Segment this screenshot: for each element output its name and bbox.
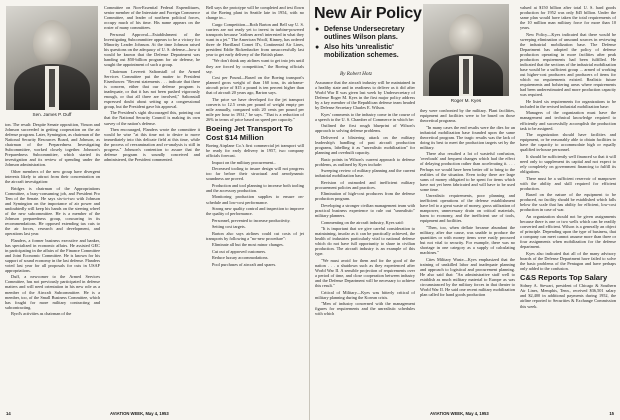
paragraph: "Then, too, when deflate became abundant the military, after due cause, was unable to produce the quantities or with money items were easily procured but not vital to security. For example, there was no shortage in one category as a supply of calculating machines." [420,225,515,256]
paragraph: they were confronted by the military. Plant facilities, equipment and facilities were to be based on those theoretical programs. [420,108,515,124]
footer-publication-right: AVIATION WEEK, May 4, 1953 [430,411,489,416]
photo-caption: Sen. James P. Duff [32,112,72,117]
paragraph: Production and tool planning to increase both tooling and the accessory production. [206,182,304,193]
right-column-3 [520,5,616,410]
paragraph: "We don't think any airlines want to get into jets until they are forced by competition," the Boeing officials say. [206,58,304,74]
left-column-1 [104,5,200,410]
paragraph: Bridges is chairman of the Appropriations Committee, a busy-consuming job, and President Pro Tem of the Senate. He says six-to-two with Johnson and Symington on the importance of air power and undoubtedly will keep his hands on the steering wheel of the new subcommittee. He is a member of the Johnson preparedness group, concurring in its recommendations. He opposed extending tax cuts to the air forces, research and development, and operations last year. [5,185,100,236]
paragraph: Managers of the organization must have the management and technical knowledge required to efficiently and successfully accomplish the production task to be assigned. [520,110,616,131]
paragraph: Revision of outmoded and inefficient military procurement policies and practices. [315,179,415,190]
paragraph: Committee on Non-Essential Federal Expenditures, senior member of the Interstate and Foreign Commerce Committee, and leader of northern political forces, occupy much of his time. His name appears on the roster of many committees. [104,5,200,31]
paragraph: Developing a stronger civilian management team with practical business experience to rule out "unrealistic" military planners. [315,203,415,219]
paragraph: New Policy—Kyes indicated that there would be sweeping elimination of unsound sources in reviewing the industrial mobilization base. The Defense Department has adopted the policy of defense production operating in more facilities after peak production requirements had been fulfilled. He indicated that the sections of the industrial mobilization base would be a sufficient group ... armed of working out higher-cost producers and producers of items for which no requirements existed. Realistic future requirements and bolstering areas where requirements had been underestimated and more production capacity was required. [520,31,616,98]
paragraph: Critical of Military—Kyes was bitterly critical of military planning during the Korean crisis. [315,289,415,300]
paragraph: Boeing Airplane Co.'s first commercial jet transport will be ready for early delivery in 1957, two company officials forecast. [206,143,304,159]
paragraph: Cargo Competition—Both Barton and Bell say U. S. carriers are not ready yet to invest in turbine-powered transports because "airlines aren't interested in what they want in a jet." The American Woolf, Kinney, has ordered three de Havilland Comet II's, Continental Air Lines, president Eddie Rickenbacker from unsuccessfully last year to get early delivery of the British plane. [206,21,304,57]
paragraph: He listed six requirements for organizations to be included in the revised industrial mobilization base: [520,98,616,109]
paragraph: Chairman Leverett Saltonstall of the Armed Services Committee put the matter to President Eisenhower. "Recent statements . . . indicate that there is concern, either that our defense program is inadequate, or that it has not been pushed vigorously enough, or that all three are involved," Saltonstall expressed doubt about setting up a congressional group, but the President gave his approval. [104,68,200,109]
paragraph: Other members of the new group have divergent interests likely to attract from their concentration on the aircraft investigation: [5,168,100,185]
paragraph: The President's sight discouraged this, pointing out that the National Security Council is making its own survey of the nation's defense. [104,110,200,126]
paragraph: valued at $150 billion after total U. S. hard goods production for 1952 was only $45 billion. Under the same plan would have taken the total requirements of the 10 million man military force for more than 10 years. [520,5,616,31]
deck-item [315,44,417,60]
paragraph: Sweeping review of military planning and the current industrial mobilization base. [315,168,415,179]
left-column-2 [5,122,100,410]
paragraph: Monitoring production supplies to ensure on-schedule and low-cost performance. [206,194,304,205]
paragraph: There also resulted a lot of wasteful confusion, 'overloads' and frequent changes which had the effect of delaying production rather than accelerating it. . . . Perhaps we would have been better off to bring to the realities of the situation. Even today there are large sums of money obligated to be spent for items which have not yet been fabricated and will have to be used some time. [420,151,515,192]
paragraph: Eliminate all but the most minor changes. [212,242,284,248]
paragraph: Personal Approval—Establishment of the Investigating Subcommittee appears to be a victory for Minority Leader Johnson. At the time Johnson raised his questions on the adequacy of U. S. defense—how it would be known that the Defense Department was handing out $50-billion program for air defense, he sought the appointment of such a group. [104,31,200,68]
paragraph: Strong new quality control and inspection to improve the quality of performance. [206,206,304,217]
paragraph: Cost per Pound—Based on the Boeing transport's planned gross weight of than 160 tons, its airframe-aircraft price of $15 a pound is ten percent higher than that of aircraft 20 years ago, Barton says. [206,75,304,96]
right-page [310,0,620,420]
paragraph: "We must avoid for them and for the good of the nation . . . a shutdown such as they experienced after World War II. A sensible projection of requirements over a period of time, and close cooperation between industry and the Defense Department will be necessary to achieve this result." [315,258,415,289]
senator-photo [6,6,98,110]
paragraph: Byrd's activities as chairman of the [11,311,72,317]
paragraph: Unrealistic requirements, poor planning and inefficient operations of the defense establishment have led to a great waste of money, gross utilization of manpower, unnecessary drain on critical materials, harm to economy, and the inefficient use of tools, equipment and facilities. [420,193,515,224]
paragraph: Reduce luxury accommodations. [212,255,269,261]
right-column-1 [315,80,415,410]
paragraph: Setting cost targets. [212,224,246,230]
paragraph: ton. The result: Despite Senate opposition, Vinson and Johnson succeeded in getting cooperation on the air defense program. Later, Symington, as chairman of the National Security Resources Board, and Johnson, as chairman of the Preparedness Investigating Subcommittee, worked closely together. Johnson's Preparedness Subcommittee, which started its investigation and its review of spending under the Johnson administration. [5,122,100,168]
paragraph: Impact on the military procurement... [212,159,277,165]
paragraph: Delivered a blistering attack on the military leadership's handling of past aircraft production programs, labelling it as "unrealistic mobilization" for planning and overbuilt capacity. [315,134,415,156]
paragraph: Personnel, prevented to increase productivity. [212,217,291,223]
paragraph: The price we have developed for the jet transport converts to 12.5 cents per pound of weight empty per mile annually, compared with 20 cents per pound per mile per hour in 1931," he says. "That is a reduction of 26% in terms of price based on speed per capacity." [206,96,304,122]
article-decks [315,26,417,62]
paragraph: Flanders, a former business executive and banker, has specialized in economic affairs. He assisted GEC in participating in the affairs of the Finance Committee and Joint Economic Committee. He is known for his support of sound economy in the last defense. Flanders voted last year for all proposals for cuts in USAF appropriations. [5,237,100,273]
boeing-headline: Boeing Jet Transport To Cost $14 Million [206,124,293,142]
paragraph: There must be a sufficient reservoir of manpower with the ability and skill required for efficient production. [520,175,616,191]
deck-text: Defense Undersecretary outlines Wilson plans. [324,26,405,41]
paragraph: Duff, a newcomer to the Armed Services Committee, has not previously participated in defense matters and will need orientation in his new role as a member of the Aircraft Subcommittee. He is a member, too, of the Small Business Committee, which has fought for more military contracting and subcontracting. [5,274,100,310]
paragraph: Decreased tooling to insure design will not progress too far before their structural and aerodynamic soundness are proved. [206,166,304,182]
cs-salary-headline: C&S Reports Top Salary [520,272,608,282]
paragraph: "Men of industry concerned with the management figures for requirements and the unrealistic schedules with which [315,301,415,317]
paragraph: An organization should not be given assignments because there is one or two wells which can be readily converted and efficient. Wilson is a generally an object of principle. Depending upon the type of business, that a company can meet cannot assume more than three or four assignments when mobilization for the defense department. [520,213,616,250]
right-column-2 [420,108,515,410]
paragraph: Sidney A. Stewart, president of Chicago & Southern Air Lines, Memphis, Tenn., received $36,501 salary and $2,400 in additional payments during 1952, the airline reported to Securities & Exchange Commission this week. [520,283,616,309]
left-column-3 [206,5,304,410]
deck-item [315,26,417,42]
byline: By Robert Hotz [340,71,372,77]
paragraph: It should be sufficiently well financed so that it will need only to supplement its capital and not expect to rely completely on government financing to fulfill its obligations. [520,153,616,174]
paragraph: Commenting on the aircraft industry, Kyes said: [321,219,404,225]
deck-text: Also hits 'unrealistic' mobilization schemes. [324,44,399,59]
paragraph: Cites Military Waste—Kyes emphasized that the training of unskilled labor and inadequate planning and approach to logistical and procurement planning. He also said that: "An administrative staff well to establish as much military material to Europe as was circumstanced by the military forces in that theater to World War II. He said one recent military mobilization plan called for hand goods production [420,256,515,298]
paragraph: Cut out of approved customers. [212,248,267,254]
page-number-right: 15 [609,411,614,416]
paragraph: Assurance that the aircraft industry will be maintained in a healthy state and in readiness to deliver as it did after World War II was given last week by Undersecretary of Defense Roger M. Kyes in the first major policy address by a key member of the Republican defense team headed by Defense Secretary Charles E. Wilson. [315,80,415,111]
bullet-icon: ● [315,44,320,51]
footer-publication-left: AVIATION WEEK, May 4, 1953 [110,411,169,416]
article-title: New Air Policy [314,5,422,22]
paragraph: "In many cases the end results were the dies for an industrial mobilization base founded upon the same theoretical program. The tragic results was the lack of doing its best to meet the production targets set by the military. [420,124,515,150]
bullet-icon: ● [315,26,320,33]
kyes-photo [423,4,509,96]
paragraph: Based on the nature of the equipment to be produced, no facility should be established which falls below the scale that has ability for efficient, low-cost production in case of war. [520,192,616,213]
paragraph: Kyes' comments to the industry come in the course of a speech to the U. S. Chamber of Commerce in which he: [315,111,415,122]
page-number-left: 14 [6,411,11,416]
paragraph: "It is important that we give careful consideration to maintaining, insofar as it can be practically achieved, the health of industries particularly vital to national defense which do not have full opportunity to share in civilian production. The aircraft industry is an example of this type. [315,226,415,257]
paragraph: Elimination of high-cost producers from the defense production program. [315,191,415,202]
paragraph: Kyes also indicated that all of the many advisory boards of the Defense Department have failed to solve the basic problems of the Pentagon and have perhaps only added to the confusion. [520,250,616,271]
photo-caption: Roger M. Kyes [450,98,482,103]
paragraph: Then encouraged, Flanders wrote the committee it would be wise "at this time not to desire to move immediately into this delicate field at this time, while the process of reexamination and re-analysis is still in progress." Johnson's contention to assure that the defense program is soundly conceived and administered, the President commented. [104,127,200,163]
paragraph: The organization should have facilities and equipment, or be reasonably able to obtain facilities to have the capacity to accommodate high or equally qualified in-house personnel. [520,132,616,153]
paragraph: Bell says the prototype will be completed and test flown at the Boeing plant in Seattle late in 1954, with no change in... [206,5,304,21]
paragraph: Outlined the first rough blueprint of Wilson's approach to solving defense problems. [315,123,415,134]
paragraph: Basic points in Wilson's current approach to defense problems, as outlined by Kyes include: [315,156,415,167]
paragraph: Pool purchases of aircraft and spares. [212,261,277,267]
paragraph: Barton also says airlines could cut costs of jet transports by following a "no-new procedure": [206,230,304,241]
